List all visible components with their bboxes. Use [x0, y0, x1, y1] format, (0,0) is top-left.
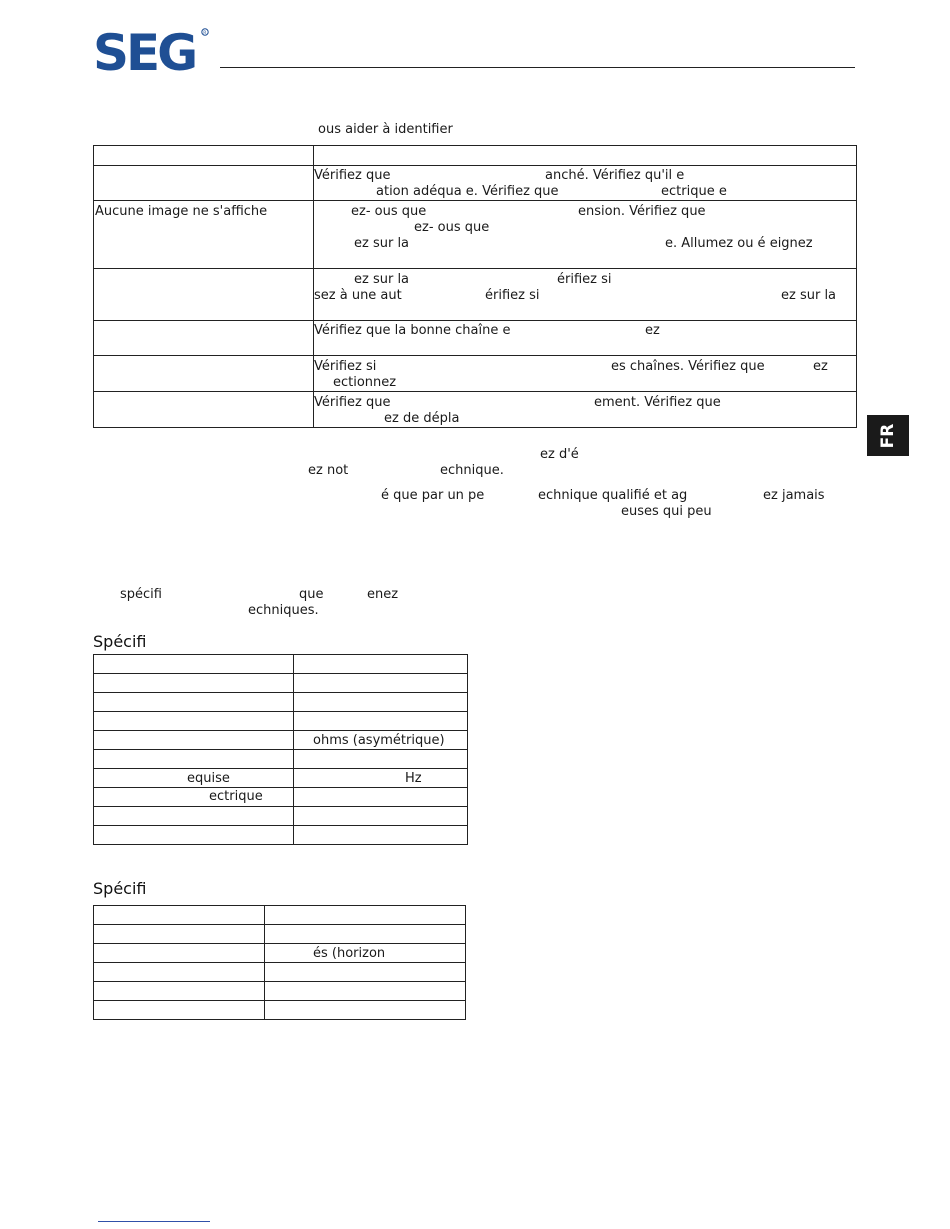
svg-text:R: R: [203, 31, 207, 36]
solution-text: ension. Vérifiez que: [578, 204, 706, 219]
problem-cell: [94, 201, 314, 269]
spec-label-cell: [94, 693, 294, 712]
solution-text: érifiez si: [557, 272, 612, 287]
solution-cell: [314, 269, 857, 321]
spec-value-cell: [265, 925, 466, 944]
solution-text: es chaînes. Vérifiez que: [611, 359, 765, 374]
solution-text: e. Allumez ou é eignez: [665, 236, 813, 251]
intro-text: ous aider à identifier: [318, 122, 453, 137]
spec-value-cell: [265, 963, 466, 982]
spec-label-cell: [94, 1001, 265, 1020]
table-row: [94, 731, 468, 750]
spec-label-cell: [94, 655, 294, 674]
spec-table-2: [93, 905, 466, 1020]
spec-value-text: Hz: [405, 771, 422, 786]
solution-cell: [314, 146, 857, 166]
solution-cell: [314, 201, 857, 269]
note-text: echnique.: [440, 463, 504, 478]
problem-cell: [94, 392, 314, 428]
table-row: [94, 944, 466, 963]
note-text: é que par un pe: [381, 488, 485, 503]
spec-label-cell: [94, 674, 294, 693]
spec-value-text: ohms (asymétrique): [313, 733, 445, 748]
spec-label-cell: [94, 712, 294, 731]
spec-table-1-title: Spécifi: [93, 632, 147, 651]
spec-value-cell: [265, 944, 466, 963]
solution-text: ectionnez: [333, 375, 397, 390]
spec-value-text: és (horizon: [313, 946, 386, 961]
table-row: [94, 655, 468, 674]
spec-value-cell: [265, 982, 466, 1001]
solution-text: Vérifiez que: [314, 168, 391, 183]
table-row: [94, 693, 468, 712]
table-row: [94, 750, 468, 769]
solution-text: sez à une aut: [314, 288, 402, 303]
table-row: [94, 146, 857, 166]
problem-cell: [94, 166, 314, 201]
solution-text: ez: [645, 323, 660, 338]
solution-text: anché. Vérifiez qu'il e: [545, 168, 685, 183]
solution-cell: [314, 392, 857, 428]
solution-text: Vérifiez si: [314, 359, 377, 374]
spec-label-text: ectrique: [209, 789, 263, 804]
note-text: ez not: [308, 463, 349, 478]
solution-text: ez sur la: [354, 272, 410, 287]
note-text: euses qui peu: [621, 504, 712, 519]
solution-text: ez sur la: [354, 236, 410, 251]
spec-label-cell: [94, 906, 265, 925]
solution-text: Vérifiez que la bonne chaîne e: [314, 323, 511, 338]
spec-value-cell: [294, 769, 468, 788]
table-row: [94, 925, 466, 944]
table-row: [94, 321, 857, 356]
solution-text: ation adéqua e. Vérifiez que: [376, 184, 559, 199]
table-row: [94, 201, 857, 269]
spec-label-cell: [94, 750, 294, 769]
spec-value-cell: [294, 807, 468, 826]
seg-logo: [93, 26, 213, 74]
spec-value-cell: [294, 693, 468, 712]
spec-label-cell: [94, 982, 265, 1001]
solution-text: ez sur la: [781, 288, 837, 303]
table-row: [94, 392, 857, 428]
language-tab: [867, 415, 909, 456]
table-row: [94, 788, 468, 807]
header-divider: [220, 67, 855, 68]
solution-cell: [314, 166, 857, 201]
spec-value-cell: [294, 655, 468, 674]
note-text: echnique qualifié et ag: [538, 488, 688, 503]
spec-intro-text: que: [299, 587, 324, 602]
table-row: [94, 769, 468, 788]
solution-text: ez: [813, 359, 828, 374]
spec-intro-text: spécifi: [120, 587, 162, 602]
spec-value-cell: [294, 788, 468, 807]
footer-link-underline[interactable]: [98, 1221, 210, 1222]
problem-cell: [94, 356, 314, 392]
spec-table-1: [93, 654, 468, 845]
table-row: [94, 269, 857, 321]
spec-value-cell: [294, 674, 468, 693]
solution-text: ez- ous que: [351, 204, 427, 219]
solution-text: Vérifiez que: [314, 395, 391, 410]
table-row: [94, 906, 466, 925]
spec-label-cell: [94, 963, 265, 982]
spec-intro-text: enez: [367, 587, 399, 602]
problem-text: Aucune image ne s'affiche: [95, 204, 268, 219]
note-text: ez d'é: [540, 447, 579, 462]
table-row: [94, 674, 468, 693]
spec-value-cell: [265, 906, 466, 925]
problem-cell: [94, 269, 314, 321]
table-row: [94, 807, 468, 826]
spec-label-cell: [94, 944, 265, 963]
spec-label-cell: [94, 807, 294, 826]
table-row: [94, 982, 466, 1001]
problem-cell: [94, 146, 314, 166]
solution-cell: [314, 356, 857, 392]
solution-text: ement. Vérifiez que: [594, 395, 721, 410]
spec-label-cell: [94, 731, 294, 750]
spec-value-cell: [294, 826, 468, 845]
table-row: [94, 166, 857, 201]
table-row: [94, 356, 857, 392]
spec-intro-text: echniques.: [248, 603, 319, 618]
table-row: [94, 712, 468, 731]
spec-label-cell: [94, 788, 294, 807]
solution-text: érifiez si: [485, 288, 540, 303]
spec-value-cell: [294, 750, 468, 769]
spec-table-2-title: Spécifi: [93, 879, 147, 898]
spec-label-cell: [94, 925, 265, 944]
table-row: [94, 1001, 466, 1020]
spec-label-text: equise: [187, 771, 230, 786]
spec-value-cell: [265, 1001, 466, 1020]
solution-text: ez de dépla: [384, 411, 460, 426]
solution-cell: [314, 321, 857, 356]
solution-text: ez- ous que: [414, 220, 490, 235]
spec-label-cell: [94, 826, 294, 845]
spec-value-cell: [294, 712, 468, 731]
problem-cell: [94, 321, 314, 356]
table-row: [94, 826, 468, 845]
table-row: [94, 963, 466, 982]
seg-logo-text: SEG: [93, 26, 196, 74]
solution-text: ectrique e: [661, 184, 727, 199]
note-text: ez jamais: [763, 488, 825, 503]
language-tab-label: FR: [878, 423, 898, 448]
troubleshooting-table: [93, 145, 857, 428]
spec-value-cell: [294, 731, 468, 750]
spec-label-cell: [94, 769, 294, 788]
